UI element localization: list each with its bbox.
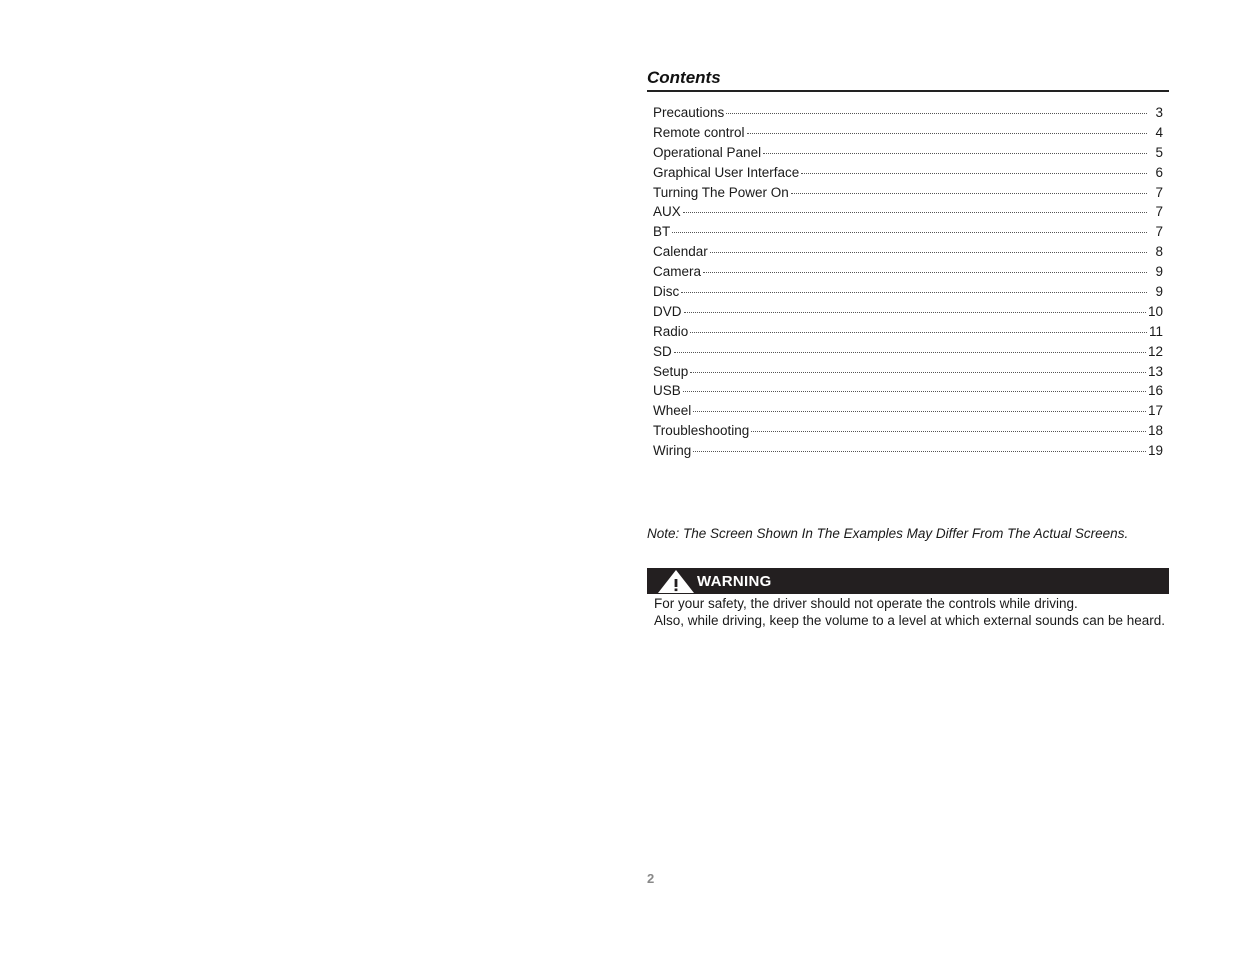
title-divider [647,90,1169,92]
toc-entry-label: Radio [653,323,689,339]
screen-note: Note: The Screen Shown In The Examples May Differ From The Actual Screens. [647,526,1129,541]
toc-entry-label: AUX [653,204,681,220]
warning-label: WARNING [697,572,772,590]
toc-entry-page: 8 [1155,244,1163,260]
toc-entry-page: 9 [1155,264,1163,280]
toc-entry-label: Camera [653,264,702,280]
toc-entry-label: DVD [653,303,682,319]
toc-entry [653,401,1163,421]
toc-entry [653,421,1163,441]
warning-line: Also, while driving, keep the volume to a level at which external sounds can be heard. [654,613,1166,628]
toc-entry-page: 9 [1155,284,1163,300]
toc-entry [653,322,1163,342]
toc-entry [653,163,1163,183]
toc-entry-label: Precautions [653,105,725,120]
warning-text [654,595,1166,629]
toc-entry-page: 7 [1155,224,1163,240]
toc-entry-label: Troubleshooting [653,423,750,439]
toc-entry [653,103,1163,123]
warning-triangle-icon [656,568,696,594]
toc-entry [653,262,1163,282]
toc-leader-dots [683,212,1147,213]
toc-leader-dots [726,113,1147,114]
toc-entry [653,242,1163,262]
toc-entry-label: Operational Panel [653,144,762,160]
toc-leader-dots [674,352,1146,353]
toc-entry [653,302,1163,322]
toc-entry-label: Remote control [653,124,745,140]
toc-entry-page: 10 [1147,303,1163,319]
warning-line: For your safety, the driver should not operate the controls while driving. [654,596,1078,611]
toc-entry-page: 7 [1155,184,1163,200]
toc-entry-page: 13 [1147,363,1163,379]
toc-entry-label: Disc [653,284,680,300]
page-number: 2 [647,871,655,886]
toc-entry-page: 19 [1147,443,1163,459]
toc-entry [653,381,1163,401]
toc-leader-dots [747,133,1147,134]
toc-entry-page: 16 [1147,383,1163,399]
toc-leader-dots [791,193,1147,194]
toc-entry-label: BT [653,224,671,240]
toc-entry-page: 11 [1148,323,1163,339]
toc-entry [653,282,1163,302]
toc-entry [653,123,1163,143]
toc-entry-page: 4 [1155,124,1163,140]
toc-leader-dots [693,411,1146,412]
toc-entry [653,441,1163,461]
toc-entry-page: 5 [1155,144,1163,160]
toc-leader-dots [763,153,1147,154]
manual-page [647,0,1169,954]
table-of-contents [653,103,1163,461]
toc-entry [653,362,1163,382]
toc-entry-page: 12 [1147,343,1163,359]
toc-leader-dots [672,232,1147,233]
toc-entry [653,143,1163,163]
toc-leader-dots [801,173,1147,174]
toc-entry-label: Wheel [653,403,692,419]
toc-entry-page: 6 [1155,164,1163,180]
toc-leader-dots [690,332,1147,333]
toc-entry-label: Graphical User Interface [653,164,800,180]
toc-leader-dots [690,372,1146,373]
toc-entry-label: Wiring [653,443,692,459]
toc-leader-dots [684,312,1146,313]
toc-entry-label: USB [653,383,681,399]
toc-leader-dots [693,451,1146,452]
toc-entry-page: 17 [1147,403,1163,419]
toc-leader-dots [681,292,1147,293]
toc-entry-page: 3 [1155,105,1163,120]
toc-entry-page: 7 [1155,204,1163,220]
toc-entry-label: Turning The Power On [653,184,789,200]
toc-leader-dots [710,252,1147,253]
toc-entry-label: Setup [653,363,689,379]
toc-entry-label: Calendar [653,244,708,260]
toc-leader-dots [751,431,1146,432]
contents-title: Contents [647,68,721,87]
toc-entry [653,183,1163,203]
toc-entry [653,202,1163,222]
toc-entry [653,222,1163,242]
toc-entry-page: 18 [1147,423,1163,439]
toc-leader-dots [703,272,1147,273]
toc-leader-dots [683,391,1146,392]
toc-entry [653,342,1163,362]
warning-header [647,568,1169,594]
toc-entry-label: SD [653,343,672,359]
